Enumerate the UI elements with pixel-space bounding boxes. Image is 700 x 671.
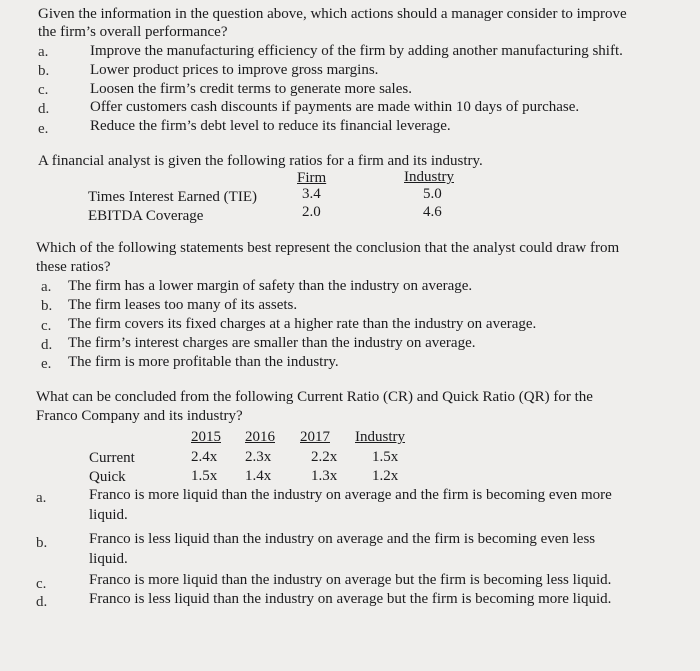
q1-option-a-letter: a. bbox=[38, 44, 49, 60]
q1-option-d-letter: d. bbox=[38, 101, 50, 117]
q1-option-c-text: Loosen the firm’s credit terms to generate more sales. bbox=[90, 81, 412, 97]
q3-row-current-label: Current bbox=[89, 450, 135, 466]
q2-option-d-text: The firm’s interest charges are smaller than the industry on average. bbox=[68, 335, 476, 351]
q2-option-b-text: The firm leases too many of its assets. bbox=[68, 297, 298, 313]
q3-option-b-letter: b. bbox=[36, 535, 48, 551]
q2-option-c-letter: c. bbox=[41, 318, 52, 334]
q2-stem-line-1: Which of the following statements best represent the conclusion that the analyst could draw from bbox=[36, 240, 620, 256]
q3-option-a-line-1: Franco is more liquid than the industry on average and the firm is becoming even more bbox=[89, 487, 612, 503]
q3-row-current-2016: 2.3x bbox=[245, 449, 272, 465]
q3-row-quick-2015: 1.5x bbox=[191, 468, 218, 484]
q1-option-c-letter: c. bbox=[38, 82, 49, 98]
q2-stem-line-2: these ratios? bbox=[36, 259, 111, 275]
q3-option-a-line-2: liquid. bbox=[89, 507, 128, 523]
q2-row-tie-label: Times Interest Earned (TIE) bbox=[88, 189, 257, 205]
q3-row-current-industry: 1.5x bbox=[372, 449, 399, 465]
q3-option-d-line-1: Franco is less liquid than the industry on average but the firm is becoming more liquid. bbox=[89, 591, 612, 607]
q1-option-e-text: Reduce the firm’s debt level to reduce its financial leverage. bbox=[90, 118, 451, 134]
q2-option-c-text: The firm covers its fixed charges at a higher rate than the industry on average. bbox=[68, 316, 537, 332]
q2-option-a-text: The firm has a lower margin of safety than the industry on average. bbox=[68, 278, 473, 294]
q3-row-current-2017: 2.2x bbox=[311, 449, 338, 465]
q2-header-firm: Firm bbox=[297, 170, 327, 186]
q1-option-a-text: Improve the manufacturing efficiency of the firm by adding another manufacturing shift. bbox=[90, 43, 623, 59]
q3-header-2015: 2015 bbox=[191, 429, 221, 445]
q1-option-e-letter: e. bbox=[38, 121, 49, 137]
q2-option-e-letter: e. bbox=[41, 356, 52, 372]
q3-stem-line-1: What can be concluded from the following Current Ratio (CR) and Quick Ratio (QR) for the bbox=[36, 389, 593, 405]
q2-row-ebitda-firm: 2.0 bbox=[302, 204, 321, 220]
q3-option-c-letter: c. bbox=[36, 576, 47, 592]
q3-row-quick-industry: 1.2x bbox=[372, 468, 399, 484]
q3-option-d-letter: d. bbox=[36, 594, 48, 610]
q2-row-tie-firm: 3.4 bbox=[302, 186, 321, 202]
q3-stem-line-2: Franco Company and its industry? bbox=[36, 408, 243, 424]
q1-stem-line-1: Given the information in the question above, which actions should a manager consider to improve bbox=[38, 6, 627, 22]
q2-row-ebitda-label: EBITDA Coverage bbox=[88, 208, 204, 224]
q3-row-quick-label: Quick bbox=[89, 469, 126, 485]
q2-row-tie-industry: 5.0 bbox=[423, 186, 442, 202]
q3-header-2017: 2017 bbox=[300, 429, 330, 445]
q2-header-industry: Industry bbox=[404, 169, 454, 185]
q3-header-industry: Industry bbox=[355, 429, 405, 445]
q1-option-d-text: Offer customers cash discounts if payments are made within 10 days of purchase. bbox=[90, 99, 580, 115]
q2-option-a-letter: a. bbox=[41, 279, 52, 295]
q1-stem-line-2: the firm’s overall performance? bbox=[38, 24, 228, 40]
q3-row-current-2015: 2.4x bbox=[191, 449, 218, 465]
q3-option-b-line-1: Franco is less liquid than the industry on average and the firm is becoming even less bbox=[89, 531, 596, 547]
q3-header-2016: 2016 bbox=[245, 429, 275, 445]
q2-row-ebitda-industry: 4.6 bbox=[423, 204, 442, 220]
q1-option-b-text: Lower product prices to improve gross margins. bbox=[90, 62, 379, 78]
q2-intro: A financial analyst is given the following ratios for a firm and its industry. bbox=[38, 153, 483, 169]
q3-option-c-line-1: Franco is more liquid than the industry on average but the firm is becoming less liquid. bbox=[89, 572, 612, 588]
q3-row-quick-2016: 1.4x bbox=[245, 468, 272, 484]
q3-option-b-line-2: liquid. bbox=[89, 551, 128, 567]
q2-option-e-text: The firm is more profitable than the industry. bbox=[68, 354, 339, 370]
q2-option-b-letter: b. bbox=[41, 298, 53, 314]
q1-option-b-letter: b. bbox=[38, 63, 50, 79]
q3-row-quick-2017: 1.3x bbox=[311, 468, 338, 484]
q3-option-a-letter: a. bbox=[36, 490, 47, 506]
q2-option-d-letter: d. bbox=[41, 337, 53, 353]
